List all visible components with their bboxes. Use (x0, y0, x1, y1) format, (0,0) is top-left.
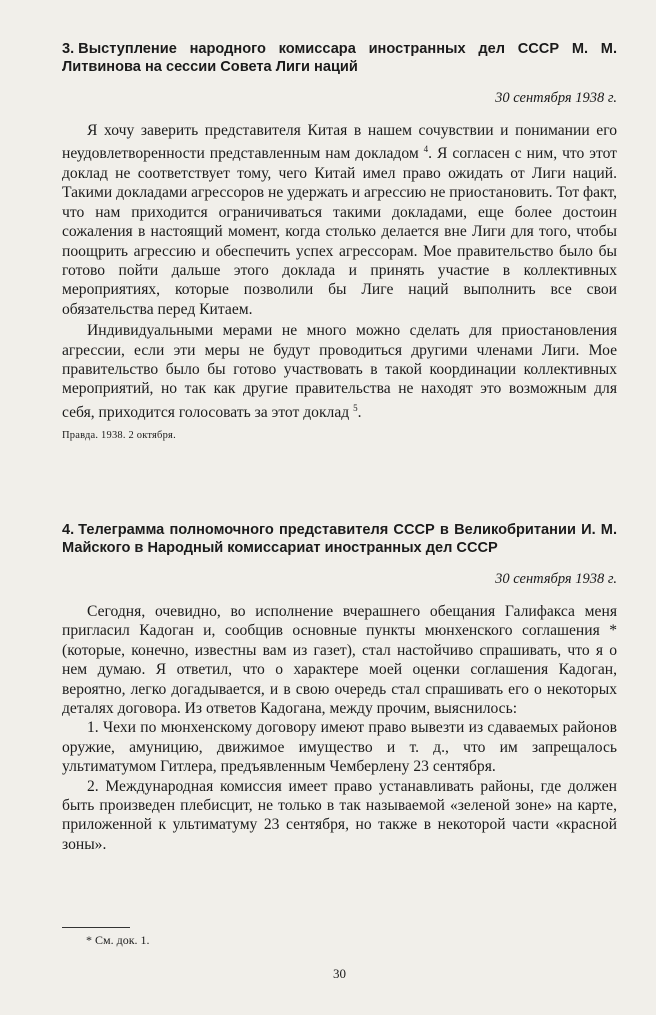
paragraph-text: . Я согласен с ним, что этот доклад не соответствует тому, чего Китай имел право ожидать от Лиги наций. Такими докладами агрессоров не удержать и агрессию не приостановить. Тот факт, что нам приходится ограничиваться такими докладами, еще более достоин сожаления в настоящий момент, когда столько делается вне Лиги для того, чтобы поощрить агрессию и обеспечить успех агрессорам. Мое правительство было бы готово пойти дальше этого доклада и принять участие в коллективных мероприятиях, которые позволили бы Лиге наций выполнить все свои обязательства перед Китаем. (62, 145, 617, 318)
document-page (62, 0, 617, 1015)
footnote-divider (62, 927, 130, 928)
section-4-heading (62, 521, 617, 557)
section-3 (62, 40, 617, 441)
section-3-title: Выступление народного комиссара иностранных дел СССР М. М. Литвинова на сессии Совета Лиги наций (62, 41, 617, 75)
section-3-date: 30 сентября 1938 г. (495, 90, 617, 106)
page-number: 30 (333, 966, 346, 981)
footnote: * См. док. 1. (86, 933, 150, 947)
section-3-paragraph-1 (62, 121, 617, 319)
section-4-paragraph-1: Сегодня, очевидно, во исполнение вчерашнего обещания Галифакса меня пригласил Кадоган и, сообщив основные пункты мюнхенского соглашения * (которые, конечно, известны вам из газет), стал настойчиво спрашивать, что я о нем думаю. Я ответил, что о характере моей оценки соглашения Кадоган, вероятно, легко догадывается, и в свою очередь стал спрашивать его о некоторых деталях договора. Из ответов Кадогана, между прочим, выяснилось: (62, 603, 617, 718)
paragraph-text: Индивидуальными мерами не много можно сделать для приостановления агрессии, если эти меры не будут проводиться другими членами Лиги. Мое правительство было бы готово участвовать в такой координации коллективных мероприятий, но так как другие правительства не находят это возможным для себя, приходится голосовать за этот доклад (62, 322, 617, 422)
section-4 (62, 521, 617, 854)
section-3-heading (62, 40, 617, 76)
section-3-paragraph-2 (62, 321, 617, 422)
footnote-ref-5: 5 (353, 402, 358, 413)
section-4-title: Телеграмма полномочного представителя СССР в Великобритании И. М. Майского в Народный комиссариат иностранных дел СССР (62, 522, 617, 556)
paragraph-text: Я хочу заверить представителя Китая в нашем сочувствии и понимании его неудовлетворенности представленным нам докладом (62, 122, 617, 163)
section-4-date: 30 сентября 1938 г. (495, 571, 617, 587)
footnote-ref-4: 4 (423, 144, 429, 155)
section-4-paragraph-2: 1. Чехи по мюнхенскому договору имеют право вывезти из сдаваемых районов оружие, амуницию, движимое имущество и т. д., что им запрещалось ультиматумом Гитлера, предъявленным Чемберлену 23 сентября. (62, 719, 617, 776)
paragraph-text: . (357, 404, 362, 422)
section-4-paragraph-3: 2. Международная комиссия имеет право устанавливать районы, где должен быть произведен плебисцит, не только в так называемой «зеленой зоне» на карте, приложенной к ультиматуму 23 сентября, но также в некоторой части «красной зоны». (62, 777, 617, 853)
section-3-source: Правда. 1938. 2 октября. (62, 430, 176, 442)
section-3-number: 3. (62, 41, 75, 57)
section-4-number: 4. (62, 522, 75, 538)
